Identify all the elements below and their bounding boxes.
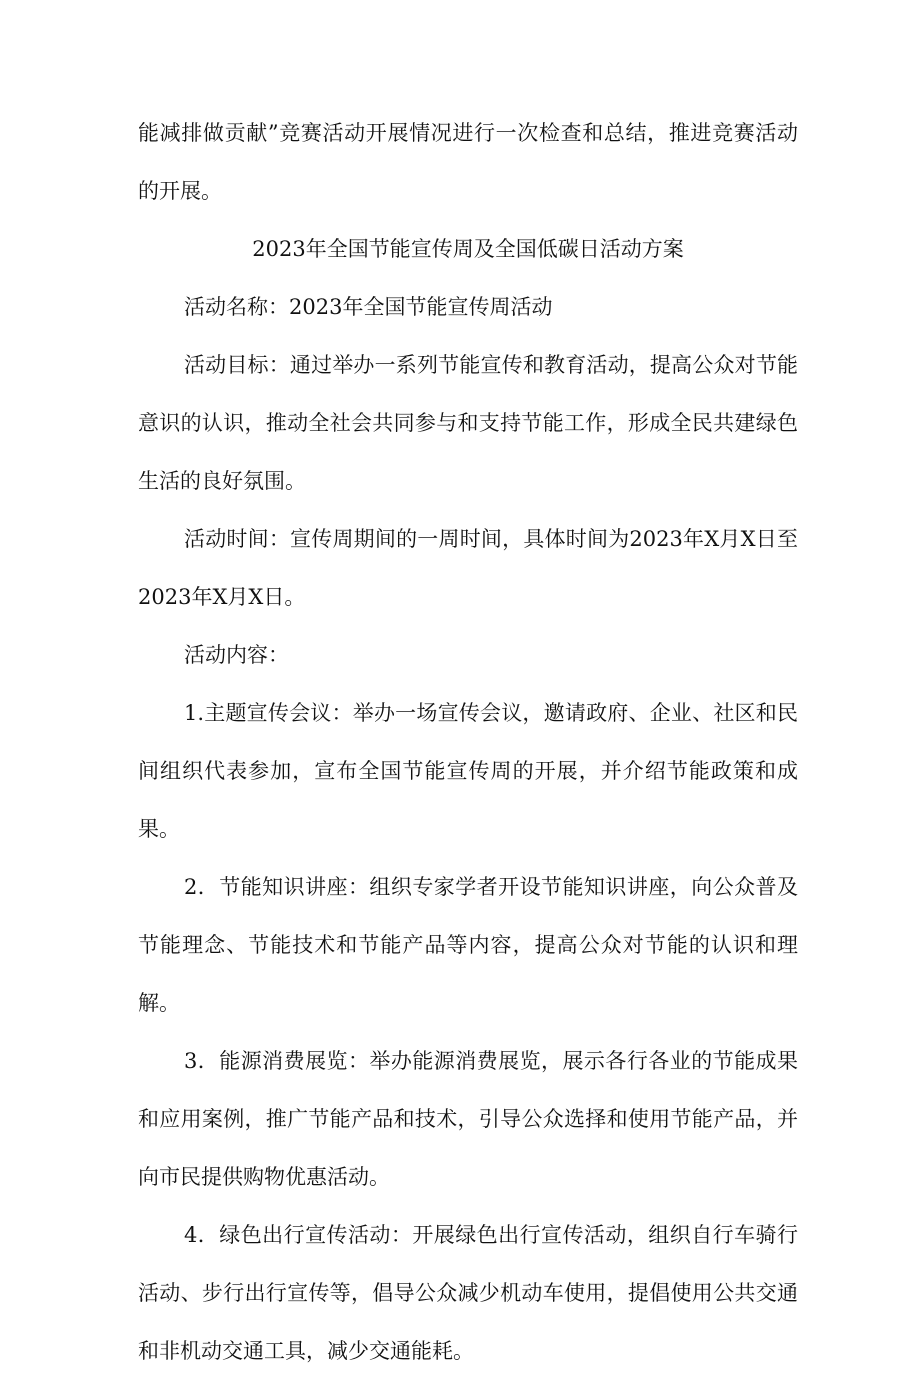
- document-body: [138, 104, 798, 1380]
- paragraph-activity-time: 活动时间：宣传周期间的一周时间，具体时间为2023年X月X日至2023年X月X日。: [138, 527, 798, 609]
- list-item-1: 1.主题宣传会议：举办一场宣传会议，邀请政府、企业、社区和民间组织代表参加，宣布全国节能宣传周的开展，并介绍节能政策和成果。: [138, 701, 798, 841]
- list-item-3: 3．能源消费展览：举办能源消费展览，展示各行各业的节能成果和应用案例，推广节能产品和技术，引导公众选择和使用节能产品，并向市民提供购物优惠活动。: [138, 1049, 798, 1189]
- paragraph-activity-goal: 活动目标：通过举办一系列节能宣传和教育活动，提高公众对节能意识的认识，推动全社会共同参与和支持节能工作，形成全民共建绿色生活的良好氛围。: [138, 353, 798, 493]
- list-item-2: 2．节能知识讲座：组织专家学者开设节能知识讲座，向公众普及节能理念、节能技术和节能产品等内容，提高公众对节能的认识和理解。: [138, 875, 798, 1015]
- paragraph-activity-content-heading: 活动内容：: [184, 643, 289, 667]
- document-title: 2023年全国节能宣传周及全国低碳日活动方案: [252, 237, 684, 261]
- paragraph-continuation: 能减排做贡献”竞赛活动开展情况进行一次检查和总结，推进竞赛活动的开展。: [138, 121, 798, 203]
- paragraph-activity-name: 活动名称：2023年全国节能宣传周活动: [184, 295, 553, 319]
- list-item-4: 4．绿色出行宣传活动：开展绿色出行宣传活动，组织自行车骑行活动、步行出行宣传等，倡导公众减少机动车使用，提倡使用公共交通和非机动交通工具，减少交通能耗。: [138, 1223, 798, 1363]
